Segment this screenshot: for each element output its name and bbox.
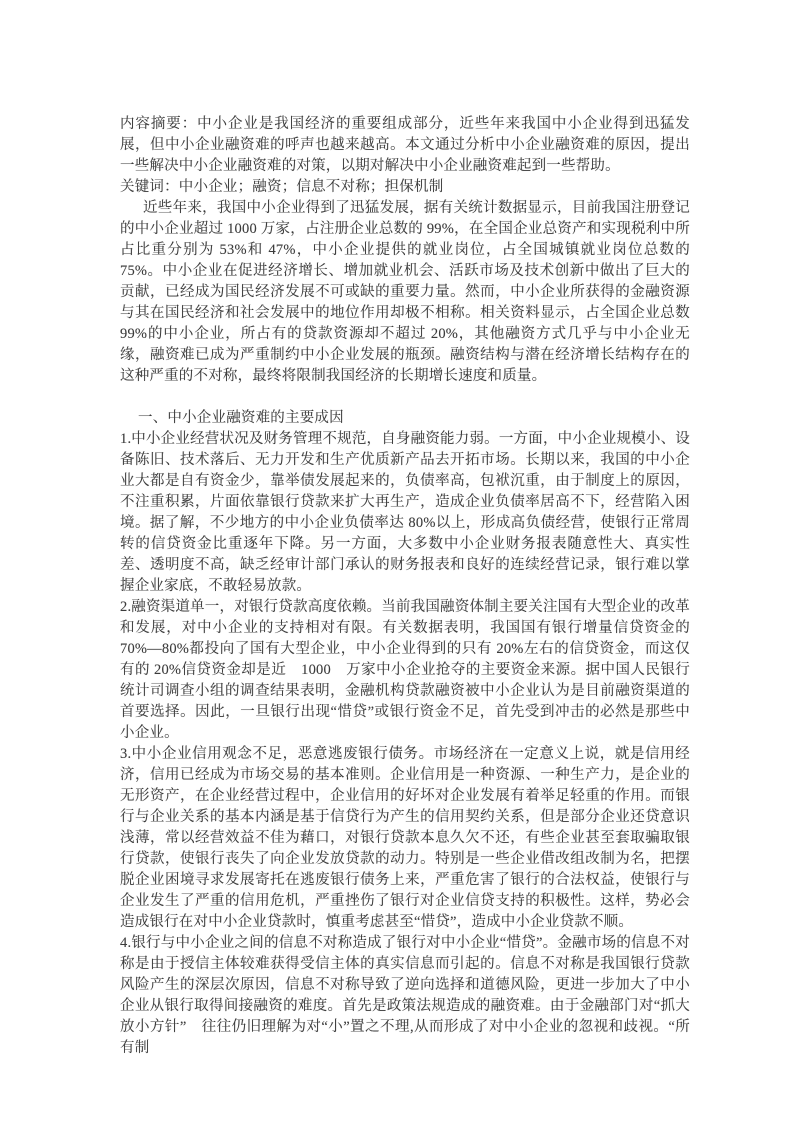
keywords-line: 关键词：中小企业；融资；信息不对称；担保机制: [120, 179, 444, 195]
cause-1-paragraph: 1.中小企业经营状况及财务管理不规范，自身融资能力弱。一方面，中小企业规模小、设备陈旧、技术落后、无力开发和生产优质新产品去开拓市场。长期以来，我国的中小企业大都是自有资金少，靠举债发展起来的，负债率高，包袱沉重，由于制度上的原因，不注重积累，片面依靠银行贷款来扩大再生产，造成企业负债率居高不下，经营陷入困境。据了解，不少地方的中小企业负债率达 80%以上，形成高负债经营，使银行正常周转的信贷资金比重逐年下降。另一方面，大多数中小企业财务报表随意性大、真实性差、透明度不高，缺乏经审计部门承认的财务报表和良好的连续经营记录，银行难以掌握企业家底，不敢轻易放款。: [120, 431, 690, 594]
abstract-paragraph: 内容摘要：中小企业是我国经济的重要组成部分，近些年来我国中小企业得到迅猛发展，但中小企业融资难的呼声也越来越高。本文通过分析中小企业融资难的原因，提出一些解决中小企业融资难的对策，以期对解决中小企业融资难起到一些帮助。: [120, 116, 690, 174]
cause-3-paragraph: 3.中小企业信用观念不足，恶意逃废银行债务。市场经济在一定意义上说，就是信用经济，信用已经成为市场交易的基本准则。企业信用是一种资源、一种生产力，是企业的无形资产，在企业经营过程中，企业信用的好坏对企业发展有着举足轻重的作用。而银行与企业关系的基本内涵是基于信贷行为产生的信用契约关系，但是部分企业还贷意识浅薄，常以经营效益不佳为藉口，对银行贷款本息久欠不还，有些企业甚至套取骗取银行贷款，使银行丧失了向企业发放贷款的动力。特别是一些企业借改组改制为名，把摆脱企业困境寻求发展寄托在逃废银行债务上来，严重危害了银行的合法权益，使银行与企业发生了严重的信用危机，严重挫伤了银行对企业信贷支持的积极性。这样，势必会造成银行在对中小企业贷款时，慎重考虑甚至“惜贷”，造成中小企业贷款不顺。: [120, 746, 690, 930]
intro-paragraph: 近些年来，我国中小企业得到了迅猛发展，据有关统计数据显示，目前我国注册登记的中小企业超过 1000 万家，占注册企业总数的 99%，在全国企业总资产和实现税利中所占比重分别为 53%和 47%，中小企业提供的就业岗位，占全国城镇就业岗位总数的 75%。中小企业在促进经济增长、增加就业机会、活跃市场及技术创新中做出了巨大的贡献，已经成为国民经济发展不可或缺的重要力量。然而，中小企业所获得的金融资源与其在国民经济和社会发展中的地位作用却极不相称。相关资料显示，占全国企业总数 99%的中小企业，所占有的贷款资源却不超过 20%，其他融资方式几乎与中小企业无缘，融资难已成为严重制约中小企业发展的瓶颈。融资结构与潜在经济增长结构存在的这种严重的不对称，最终将限制我国经济的长期增长速度和质量。: [120, 200, 690, 384]
section-heading-causes: 一、中小企业融资难的主要成因: [138, 410, 344, 426]
cause-4-paragraph: 4.银行与中小企业之间的信息不对称造成了银行对中小企业“惜贷”。金融市场的信息不对称是由于授信主体较难获得受信主体的真实信息而引起的。信息不对称是我国银行贷款风险产生的深层次原因，信息不对称导致了逆向选择和道德风险，更进一步加大了中小企业从银行取得间接融资的难度。首先是政策法规造成的融资难。由于金融部门对“抓大放小方针” 往往仍旧理解为对“小”置之不理,从而形成了对中小企业的忽视和歧视。“所有制: [120, 935, 690, 1056]
document-text-block: [120, 114, 690, 1059]
cause-2-paragraph: 2.融资渠道单一，对银行贷款高度依赖。当前我国融资体制主要关注国有大型企业的改革和发展，对中小企业的支持相对有限。有关数据表明，我国国有银行增量信贷资金的 70%—80%都投向了国有大型企业，中小企业得到的只有 20%左右的信贷资金，而这仅有的 20%信贷资金却是近 1000 万家中小企业抢夺的主要资金来源。据中国人民银行统计司调查小组的调查结果表明，金融机构贷款融资被中小企业认为是目前融资渠道的首要选择。因此，一旦银行出现“惜贷”或银行资金不足，首先受到冲击的必然是那些中小企业。: [120, 599, 690, 741]
